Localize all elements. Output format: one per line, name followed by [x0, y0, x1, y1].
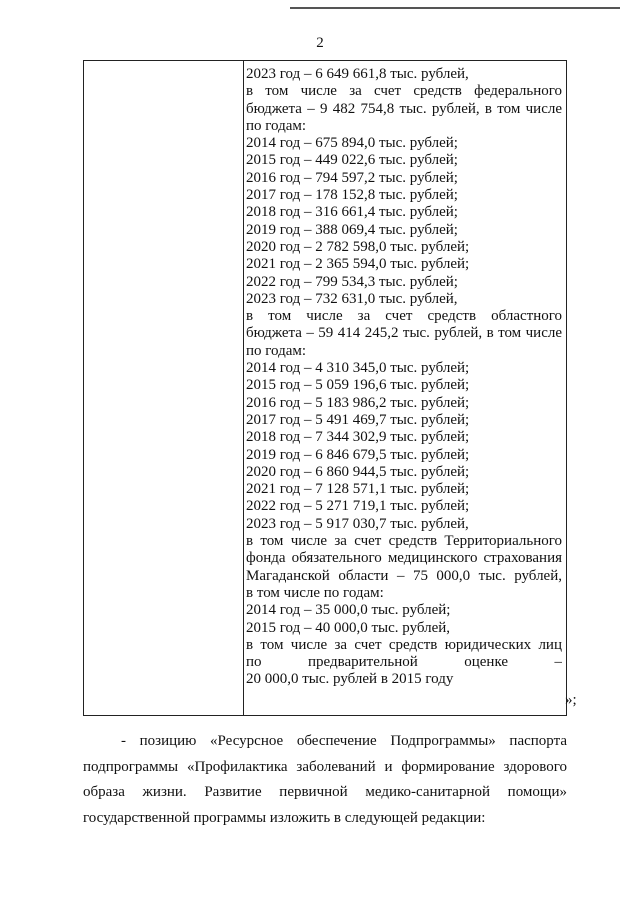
funding-line: бюджета – 9 482 754,8 тыс. рублей, в том числе [246, 100, 562, 117]
funding-line: по годам: [246, 342, 307, 359]
funding-line: в том числе за счет средств юридических лиц [246, 636, 562, 653]
funding-line: 2017 год – 5 491 469,7 тыс. рублей; [246, 411, 470, 428]
funding-line: Магаданской области – 75 000,0 тыс. рублей, [246, 567, 562, 584]
funding-line: 2016 год – 5 183 986,2 тыс. рублей; [246, 394, 470, 411]
paragraph-line: - позицию «Ресурсное обеспечение Подпрограммы» паспорта [121, 733, 567, 749]
funding-line: 2022 год – 799 534,3 тыс. рублей; [246, 273, 458, 290]
funding-line: 2017 год – 178 152,8 тыс. рублей; [246, 187, 458, 204]
resource-table [83, 60, 567, 716]
funding-line: в том числе за счет средств областного [246, 308, 562, 325]
funding-line: 2016 год – 794 597,2 тыс. рублей; [246, 169, 458, 186]
funding-line: фонда обязательного медицинского страхования [246, 550, 562, 567]
funding-line: 2019 год – 388 069,4 тыс. рублей; [246, 221, 458, 238]
funding-line: по предварительной оценке – [246, 654, 562, 671]
funding-line: 2015 год – 5 059 196,6 тыс. рублей; [246, 377, 470, 394]
funding-line: 2014 год – 35 000,0 тыс. рублей; [246, 602, 451, 619]
closing-quote: »; [565, 692, 577, 708]
funding-line: 2020 год – 6 860 944,5 тыс. рублей; [246, 463, 470, 480]
funding-line: по годам: [246, 117, 307, 134]
instruction-paragraph [83, 729, 567, 831]
funding-line: 2021 год – 7 128 571,1 тыс. рублей; [246, 481, 470, 498]
funding-line: 2023 год – 6 649 661,8 тыс. рублей, [246, 66, 469, 82]
funding-line: 2022 год – 5 271 719,1 тыс. рублей; [246, 498, 470, 515]
funding-line: 2023 год – 732 631,0 тыс. рублей, [246, 290, 458, 307]
funding-line: 2015 год – 40 000,0 тыс. рублей, [246, 619, 451, 636]
funding-line: 2018 год – 7 344 302,9 тыс. рублей; [246, 429, 470, 446]
funding-line: 2014 год – 4 310 345,0 тыс. рублей; [246, 360, 470, 377]
paragraph-line: образа жизни. Развитие первичной медико-санитарной помощи» [83, 784, 567, 800]
funding-line: 20 000,0 тыс. рублей в 2015 году [246, 671, 454, 688]
column-divider [243, 61, 244, 715]
funding-line: 2014 год – 675 894,0 тыс. рублей; [246, 135, 458, 152]
funding-line: 2020 год – 2 782 598,0 тыс. рублей; [246, 238, 470, 255]
page-number: 2 [316, 35, 324, 51]
funding-cell [246, 66, 562, 689]
funding-line: в том числе по годам: [246, 584, 384, 601]
top-rule [290, 7, 620, 9]
funding-line: 2021 год – 2 365 594,0 тыс. рублей; [246, 256, 470, 273]
funding-line: 2019 год – 6 846 679,5 тыс. рублей; [246, 446, 470, 463]
funding-line: бюджета – 59 414 245,2 тыс. рублей, в том числе [246, 325, 562, 342]
funding-line: 2018 год – 316 661,4 тыс. рублей; [246, 204, 458, 221]
paragraph-line: подпрограммы «Профилактика заболеваний и формирование здорового [83, 758, 567, 775]
funding-line: в том числе за счет средств Территориального [246, 533, 562, 550]
funding-line: 2015 год – 449 022,6 тыс. рублей; [246, 152, 458, 169]
paragraph-line: государственной программы изложить в следующей редакции: [83, 809, 486, 826]
funding-line: в том числе за счет средств федерального [246, 83, 562, 100]
funding-line: 2023 год – 5 917 030,7 тыс. рублей, [246, 515, 469, 532]
